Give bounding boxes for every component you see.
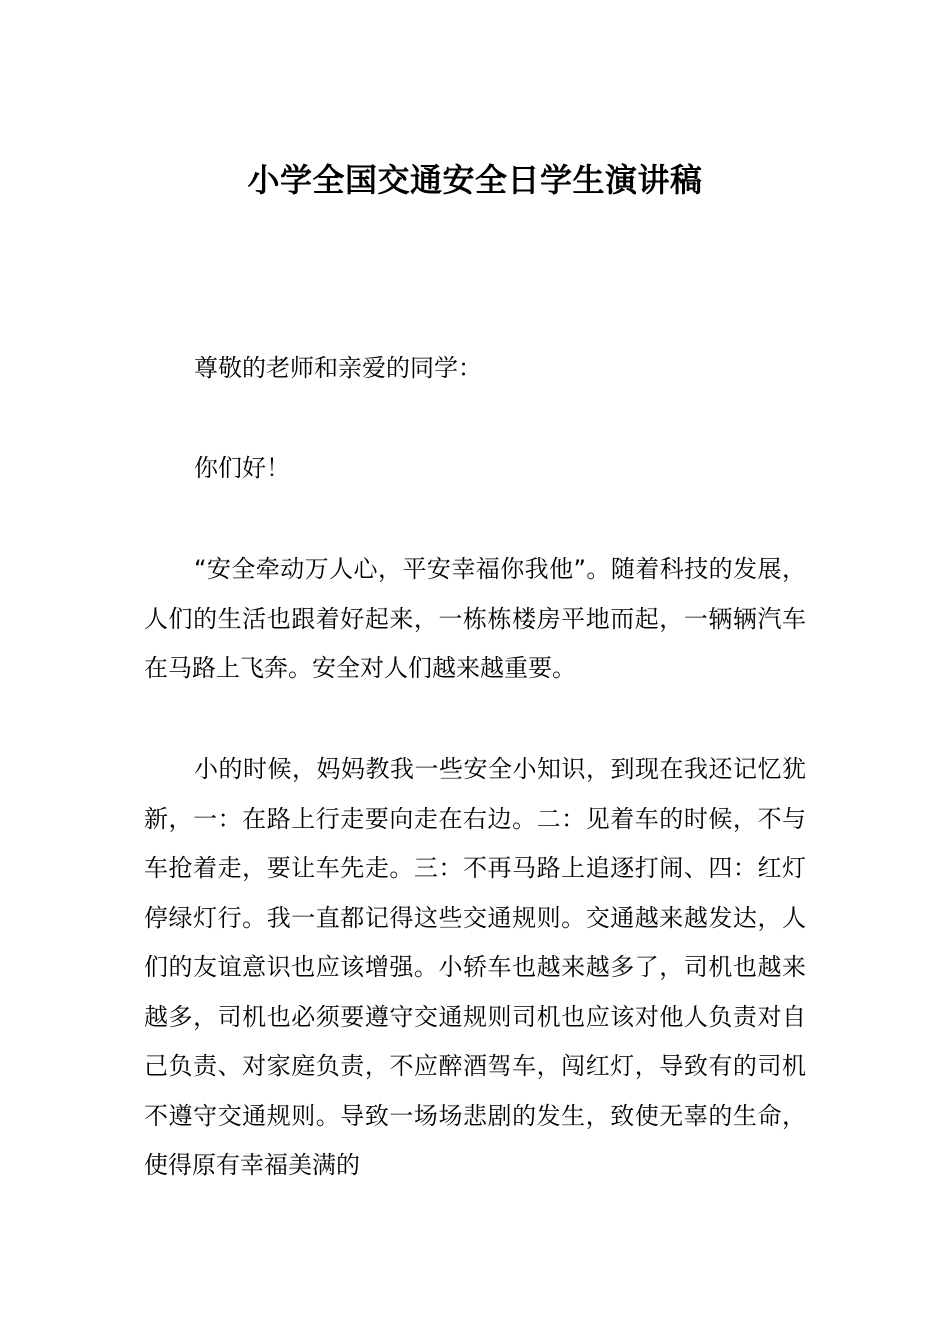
paragraph-2: 小的时候，妈妈教我一些安全小知识，到现在我还记忆犹新，一：在路上行走要向走在右边。二：见着车的时候，不与车抢着走，要让车先走。三：不再马路上追逐打闹、四：红灯停绿灯行。我一直都记得这些交通规则。交通越来越发达，人们的友谊意识也应该增强。小轿车也越来越多了，司机也越来越多，司机也必须要遵守交通规则司机也应该对他人负责对自己负责、对家庭负责，不应醉酒驾车，闯红灯，导致有的司机不遵守交通规则。导致一场场悲剧的发生，致使无辜的生命，使得原有幸福美满的 bbox=[144, 755, 806, 1179]
greeting-paragraph: 你们好！ bbox=[194, 454, 290, 482]
salutation-paragraph: 尊敬的老师和亲爱的同学： bbox=[194, 354, 482, 382]
document-title: 小学全国交通安全日学生演讲稿 bbox=[247, 161, 703, 199]
paragraph-1: “安全牵动万人心，平安幸福你我他”。随着科技的发展，人们的生活也跟着好起来，一栋栋楼房平地而起，一辆辆汽车在马路上飞奔。安全对人们越来越重要。 bbox=[144, 555, 806, 682]
